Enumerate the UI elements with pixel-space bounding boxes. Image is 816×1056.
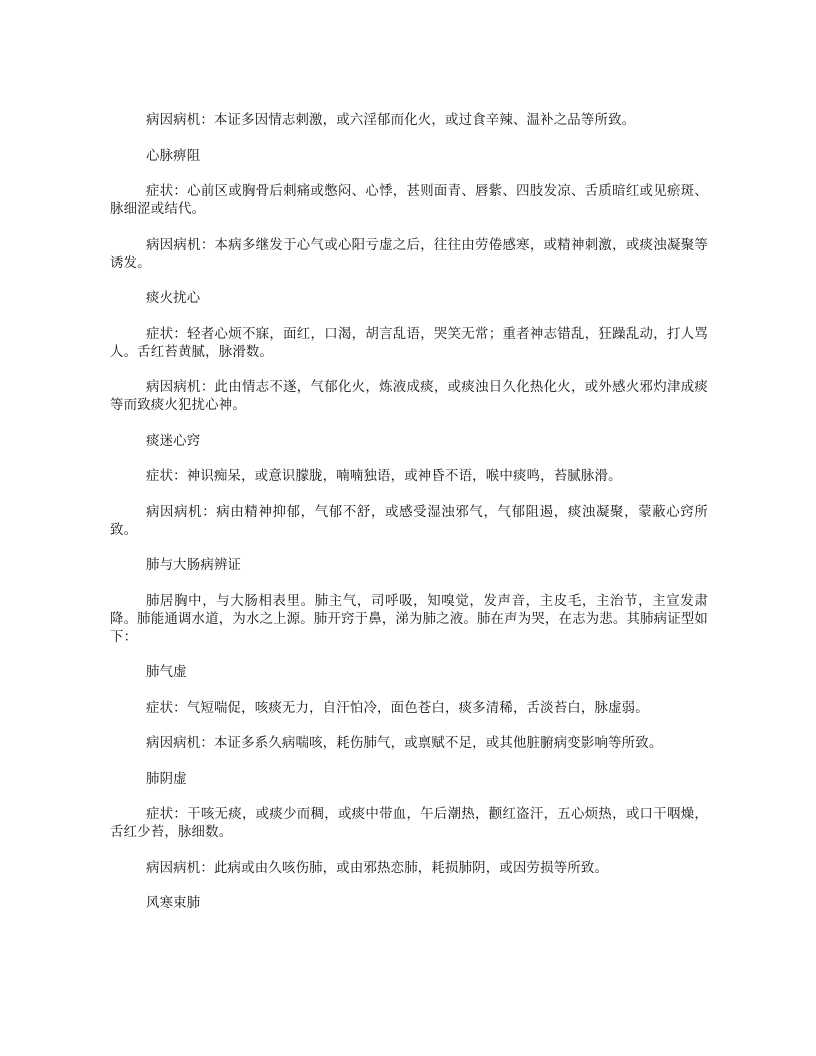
paragraph-etiology: 病因病机：本证多系久病喘咳，耗伤肺气，或禀赋不足，或其他脏腑病变影响等所致。 — [146, 736, 663, 751]
document-page — [110, 112, 708, 931]
paragraph-etiology: 病因病机：此由情志不遂，气郁化火，炼液成痰，或痰浊日久化热化火，或外感火邪灼津成痰等而致痰火犯扰心神。 — [110, 380, 708, 413]
heading-lung-large-intestine: 肺与大肠病辨证 — [146, 558, 242, 573]
heading-wind-cold-lung: 风寒束肺 — [146, 896, 201, 911]
paragraph-etiology: 病因病机：病由精神抑郁，气郁不舒，或感受湿浊邪气，气郁阻遏，痰浊凝聚，蒙蔽心窍所致。 — [110, 504, 708, 538]
paragraph-symptoms: 症状：轻者心烦不寐，面红，口渴，胡言乱语，哭笑无常；重者神志错乱，狂躁乱动，打人骂人。舌红苔黄腻，脉滑数。 — [110, 326, 708, 360]
paragraph-symptoms: 症状：干咳无痰，或痰少而稠，或痰中带血，午后潮热，颧红盗汗，五心烦热，或口干咽燥，舌红少苔，脉细数。 — [110, 807, 708, 840]
paragraph-symptoms: 症状：心前区或胸骨后刺痛或憋闷、心悸，甚则面青、唇紫、四肢发凉、舌质暗红或见瘀斑、脉细涩或结代。 — [110, 184, 708, 217]
heading-lung-qi-deficiency: 肺气虚 — [146, 665, 187, 680]
paragraph-symptoms: 症状：神识痴呆，或意识朦胧，喃喃独语，或神昏不语，喉中痰鸣，苔腻脉滑。 — [146, 469, 622, 484]
paragraph-symptoms: 症状：气短喘促，咳痰无力，自汗怕冷，面色苍白，痰多清稀，舌淡苔白，脉虚弱。 — [146, 700, 649, 716]
heading-phlegm-misting-heart: 痰迷心窍 — [146, 433, 201, 449]
heading-lung-yin-deficiency: 肺阴虚 — [146, 771, 187, 787]
heading-heart-vessel-obstruction: 心脉痹阻 — [146, 148, 201, 164]
paragraph-etiology: 病因病机：本病多继发于心气或心阳亏虚之后，往往由劳倦感寒，或精神刺激，或痰浊凝聚等诱发。 — [110, 237, 708, 271]
paragraph-lung-intro: 肺居胸中，与大肠相表里。肺主气，司呼吸，知嗅觉，发声音，主皮毛，主治节，主宣发肃降。肺能通调水道，为水之上源。肺开窍于鼻，涕为肺之液。肺在声为哭，在志为悲。其肺病证型如下： — [110, 593, 708, 645]
paragraph-etiology: 病因病机：此病或由久咳伤肺，或由邪热恋肺，耗损肺阴，或因劳损等所致。 — [146, 860, 609, 876]
paragraph-etiology-heart-fire: 病因病机：本证多因情志刺激，或六淫郁而化火，或过食辛辣、温补之品等所致。 — [146, 113, 636, 128]
heading-phlegm-fire-heart: 痰火扰心 — [146, 291, 201, 306]
